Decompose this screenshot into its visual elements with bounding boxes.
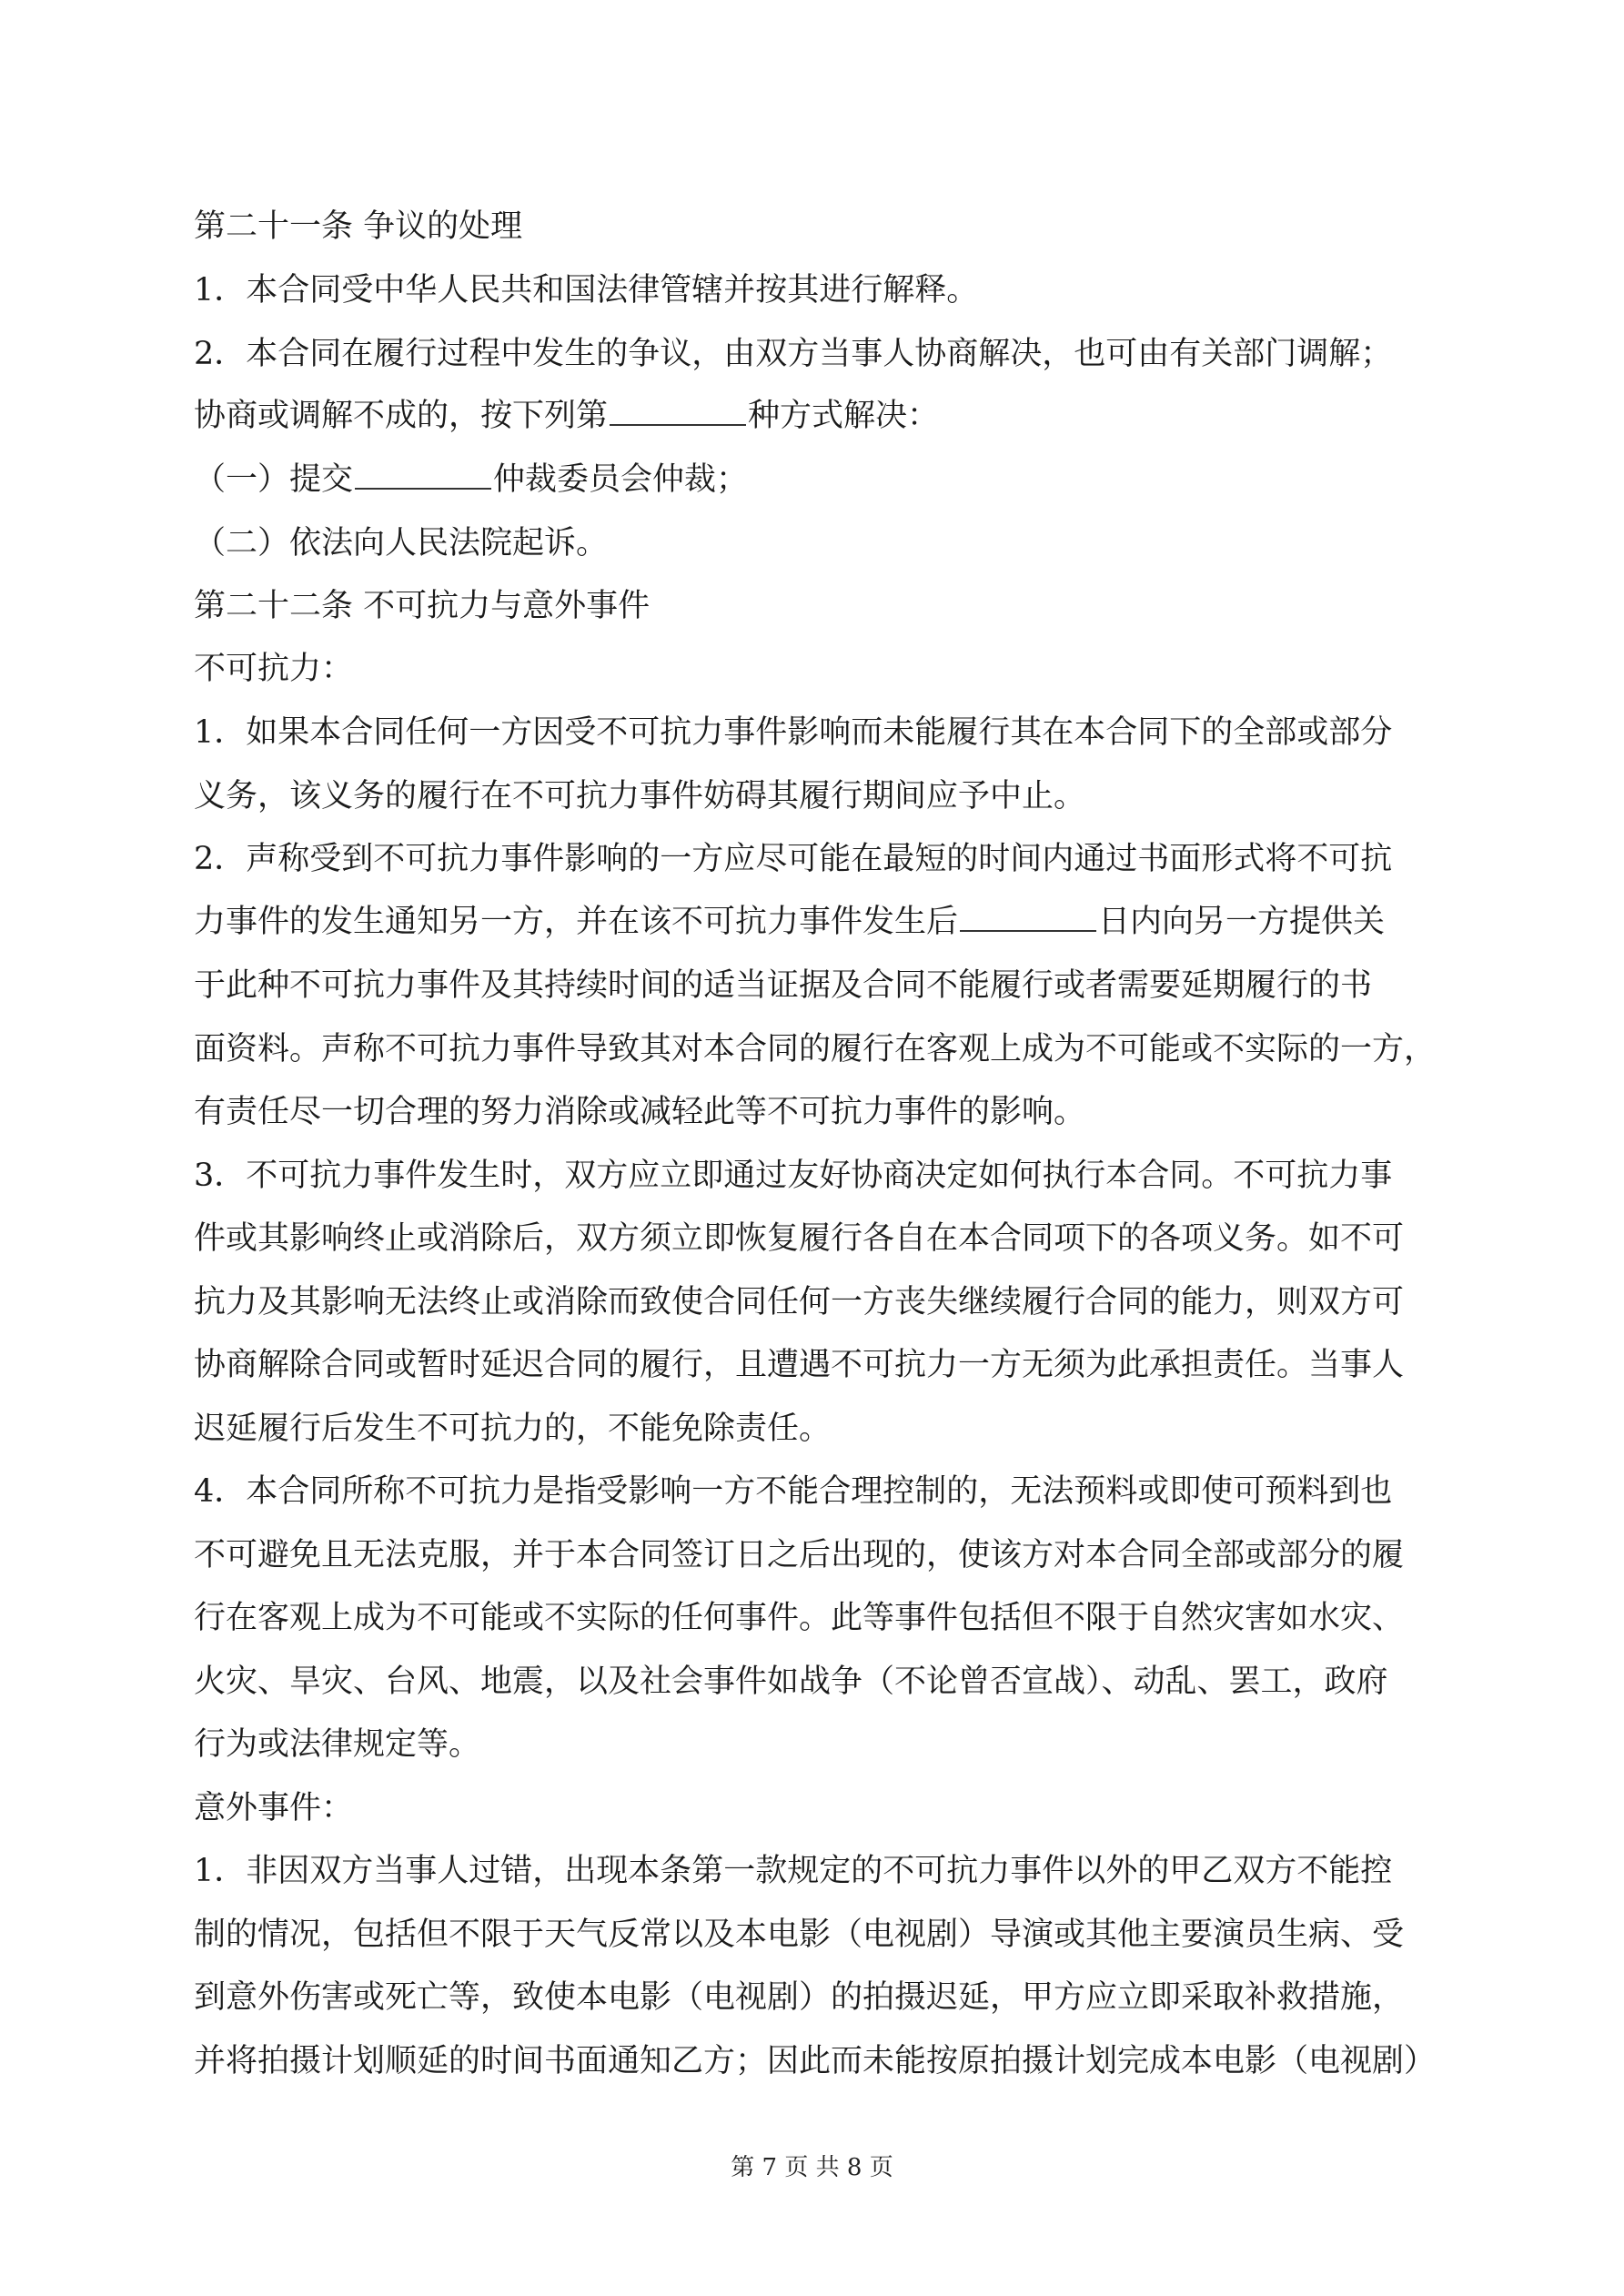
paragraph-line: 1．如果本合同任何一方因受不可抗力事件影响而未能履行其在本合同下的全部或部分 (194, 714, 1393, 751)
paragraph-line: 义务，该义务的履行在不可抗力事件妨碍其履行期间应予中止。 (194, 778, 1086, 814)
paragraph-line: 抗力及其影响无法终止或消除而致使合同任何一方丧失继续履行合同的能力，则双方可 (194, 1284, 1405, 1320)
line-text: 力事件的发生通知另一方，并在该不可抗力事件发生后 (194, 904, 959, 940)
paragraph-line: 并将拍摄计划顺延的时间书面通知乙方；因此而未能按原拍摄计划完成本电影（电视剧） (194, 2043, 1437, 2079)
paragraph-line: 2．声称受到不可抗力事件影响的一方应尽可能在最短的时间内通过书面形式将不可抗 (194, 841, 1393, 877)
fill-in-blank[interactable] (355, 457, 491, 490)
paragraph-line (194, 899, 1468, 945)
paragraph-line: 3．不可抗力事件发生时，双方应立即通过友好协商决定如何执行本合同。不可抗力事 (194, 1158, 1393, 1194)
paragraph-line: 1．本合同受中华人民共和国法律管辖并按其进行解释。 (194, 272, 979, 308)
paragraph-line: （二）依法向人民法院起诉。 (194, 525, 609, 561)
paragraph-line: 4．本合同所称不可抗力是指受影响一方不能合理控制的，无法预料或即使可预料到也 (194, 1473, 1393, 1510)
fill-in-blank[interactable] (960, 899, 1096, 932)
page-number-footer: 第 7 页 共 8 页 (731, 2154, 893, 2181)
paragraph-line: 2．本合同在履行过程中发生的争议，由双方当事人协商解决，也可由有关部门调解； (194, 336, 1393, 372)
paragraph-line: 到意外伤害或死亡等，致使本电影（电视剧）的拍摄迟延，甲方应立即采取补救措施， (194, 1979, 1405, 2016)
paragraph-line: 协商解除合同或暂时延迟合同的履行，且遭遇不可抗力一方无须为此承担责任。当事人 (194, 1347, 1405, 1383)
line-text: （一）提交 (194, 461, 354, 498)
paragraph-line: 有责任尽一切合理的努力消除或减轻此等不可抗力事件的影响。 (194, 1094, 1086, 1130)
line-text: 仲裁委员会仲裁； (493, 461, 749, 498)
paragraph-line: 1．非因双方当事人过错，出现本条第一款规定的不可抗力事件以外的甲乙双方不能控 (194, 1853, 1393, 1889)
paragraph-line: 不可避免且无法克服，并于本合同签订日之后出现的，使该方对本合同全部或部分的履 (194, 1537, 1405, 1573)
paragraph-line: 件或其影响终止或消除后，双方须立即恢复履行各自在本合同项下的各项义务。如不可 (194, 1220, 1405, 1257)
line-text: 协商或调解不成的，按下列第 (194, 398, 609, 434)
line-text: 日内向另一方提供关 (1098, 904, 1386, 940)
fill-in-blank[interactable] (610, 393, 746, 426)
paragraph-line (194, 393, 1468, 439)
paragraph-line: 制的情况，包括但不限于天气反常以及本电影（电视剧）导演或其他主要演员生病、受 (194, 1917, 1405, 1953)
paragraph-line: 面资料。声称不可抗力事件导致其对本合同的履行在客观上成为不可能或不实际的一方， (194, 1031, 1437, 1067)
section-heading-force-majeure: 不可抗力： (194, 651, 354, 687)
paragraph-line: 火灾、旱灾、台风、地震，以及社会事件如战争（不论曾否宣战）、动乱、罢工，政府 (194, 1664, 1388, 1700)
paragraph-line (194, 457, 1468, 502)
paragraph-line: 行为或法律规定等。 (194, 1726, 481, 1763)
paragraph-line: 行在客观上成为不可能或不实际的任何事件。此等事件包括但不限于自然灾害如水灾、 (194, 1600, 1405, 1636)
article-21-heading: 第二十一条 争议的处理 (194, 208, 523, 245)
line-text: 种方式解决： (748, 398, 940, 434)
paragraph-line: 迟延履行后发生不可抗力的，不能免除责任。 (194, 1411, 832, 1447)
section-heading-accident: 意外事件： (194, 1790, 354, 1826)
paragraph-line: 于此种不可抗力事件及其持续时间的适当证据及合同不能履行或者需要延期履行的书 (194, 967, 1373, 1004)
article-22-heading: 第二十二条 不可抗力与意外事件 (194, 588, 651, 624)
